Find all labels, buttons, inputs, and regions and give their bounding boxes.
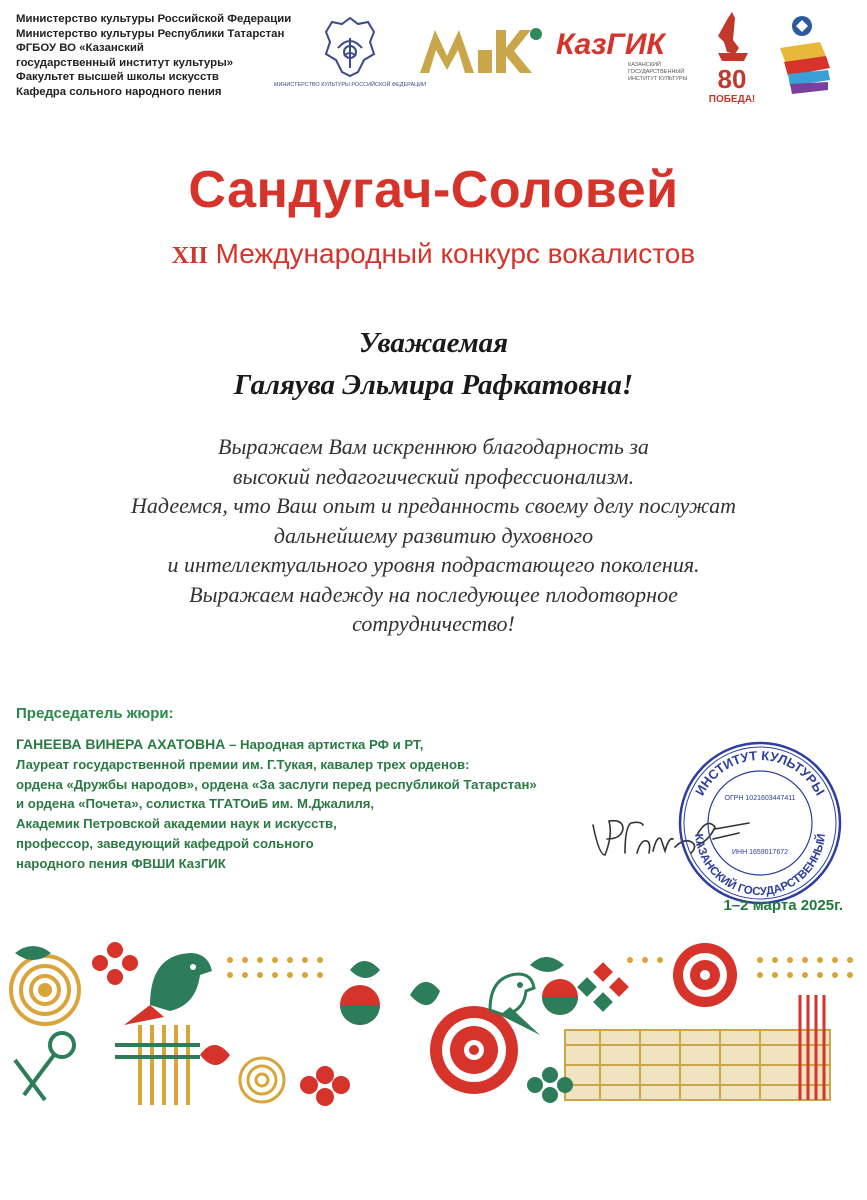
kazgik-caption-3: ИНСТИТУТ КУЛЬТУРЫ [628,76,688,82]
victory-logo [709,12,756,105]
stamp-inn: ИНН 1659017672 [731,849,789,856]
greeting-salutation: Уважаемая [358,327,509,359]
org-line: Факультет высшей школы искусств [16,71,219,84]
microphone-icon [15,1033,74,1100]
stamp-ogrn: ОГРН 1021603447411 [724,795,796,802]
jury-line: Лауреат государственной премии им. Г.Тукая, кавалер трех орденов: [16,756,470,772]
jury-chair-name: ГАНЕЕВА ВИНЕРА АХАТОВНА [16,736,226,752]
victory-text: ПОБЕДА! [708,94,756,105]
org-line: государственный институт культуры» [16,56,234,69]
jury-line: народного пения ФВШИ КазГИК [16,855,226,871]
org-line: Кафедра сольного народного пения [16,85,222,98]
red-flower-icon [92,942,138,985]
concentric-circle-ornament-icon [240,1058,284,1102]
jury-label: Председатель жюри: [16,705,174,722]
festival-badge-logo [780,16,830,94]
body-line: Выражаем Вам искреннюю благодарность за [218,434,649,459]
kazgik-logo [556,28,688,82]
organization-block [16,12,291,100]
rosette-ornament-icon [430,1006,518,1094]
body-line: сотрудничество! [352,611,515,636]
contest-number: XII [171,243,208,269]
greeting [0,322,867,406]
body-line: Надеемся, что Ваш опыт и преданность своему делу послужат [131,493,736,518]
body-line: дальнейшему развитию духовного [273,522,594,548]
kazgik-text: КазГИК [556,28,665,61]
body-line: и интеллектуального уровня подрастающего поколения. [167,552,700,577]
jury-chair-title: – Народная артистка РФ и РТ, [225,737,424,752]
stamp-outer-top: ИНСТИТУТ КУЛЬТУРЫ [692,747,828,799]
body-line: Выражаем надежду на последующее плодотворное [189,581,678,607]
rosette-ornament-icon [673,943,737,1007]
svg-text:ИНСТИТУТ КУЛЬТУРЫ [692,748,828,798]
red-flower-icon [300,1066,350,1106]
body-line: высокий педагогический профессионализм. [232,463,635,489]
stripe-pattern [140,1025,188,1105]
jury-line: ордена «Дружбы народов», ордена «За заслуги перед республикой Татарстан» [16,776,537,792]
kazgik-caption-2: ГОСУДАРСТВЕННЫЙ [628,69,685,75]
ministry-caption: МИНИСТЕРСТВО КУЛЬТУРЫ РОССИЙСКОЙ ФЕДЕРАЦИИ [273,82,427,88]
kazgik-caption-1: КАЗАНСКИЙ [628,62,661,68]
logo-row [273,8,860,118]
concentric-circle-ornament-icon [11,956,79,1024]
jury-line: и ордена «Почета», солистка ТГАТОиБ им. М.Джалиля, [16,796,375,812]
leaf-icon [200,982,440,1065]
org-line: ФГБОУ ВО «Казанский [16,42,144,55]
contest-title: Сандугач-Соловей [188,161,679,219]
mk-logo [300,7,542,73]
recipient-name: Галяува Эльмира Рафкатовна! [233,369,634,401]
stamp-outer-bottom: КАЗАНСКИЙ ГОСУДАРСТВЕННЫЙ [692,833,828,899]
org-line: Министерство культуры Республики Татарстан [16,27,285,40]
jury-line: Академик Петровской академии наук и искусств, [16,816,337,832]
contest-subtitle [0,238,867,270]
contest-subtitle-text: Международный конкурс вокалистов [215,238,696,269]
jury-line: профессор, заведующий кафедрой сольного [16,835,314,851]
mk-text: МК [300,8,302,9]
org-line: Министерство культуры Российской Федерации [16,13,292,25]
ministry-logo [274,18,426,88]
diamond-flower-icon [577,962,629,1012]
institute-building-icon [565,1030,830,1100]
double-headed-eagle-emblem-icon [326,18,374,76]
gratitude-text [0,432,867,639]
official-stamp [675,738,845,908]
event-date: 1–2 марта 2025г. [723,897,843,914]
victory-number: 80 [717,64,747,94]
jury-chair-info [16,735,537,874]
decorative-ornament-border [0,935,867,1110]
